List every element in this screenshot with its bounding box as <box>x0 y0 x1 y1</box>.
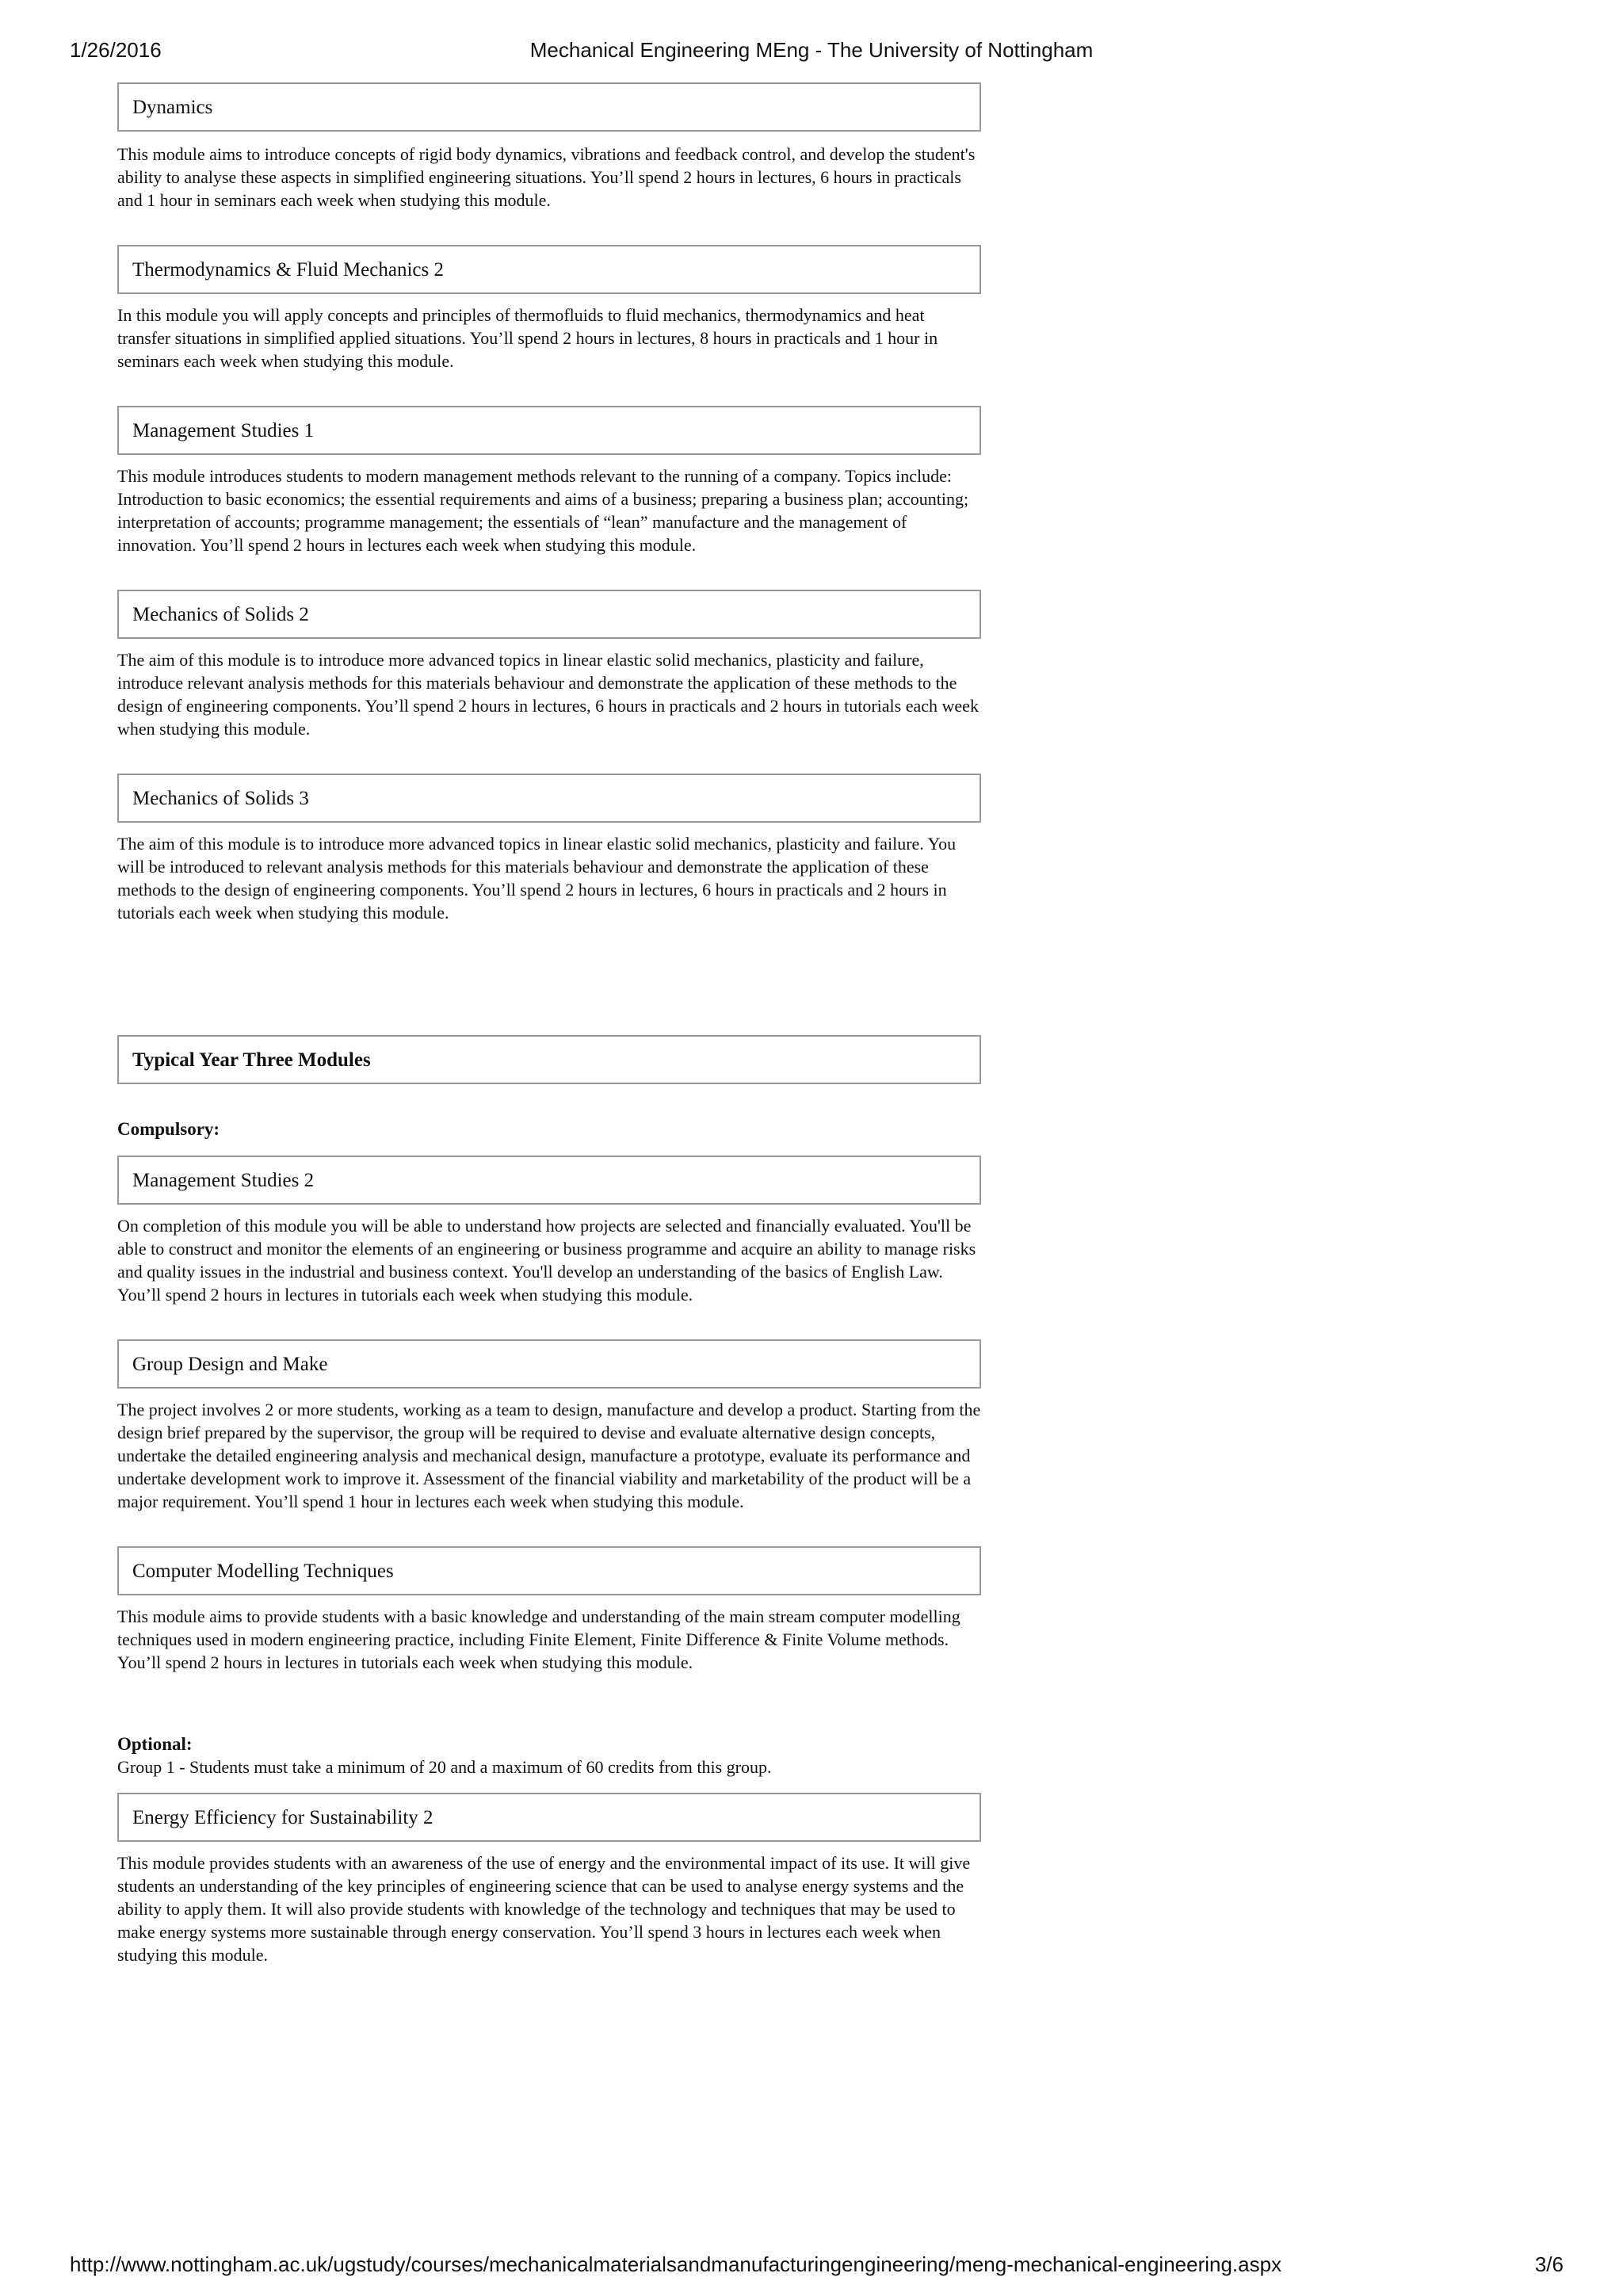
module-title[interactable]: Thermodynamics & Fluid Mechanics 2 <box>117 245 981 294</box>
module-title[interactable]: Mechanics of Solids 2 <box>117 590 981 639</box>
module-block <box>117 590 981 740</box>
module-block <box>117 245 981 372</box>
module-title[interactable]: Energy Efficiency for Sustainability 2 <box>117 1793 981 1842</box>
module-title[interactable]: Computer Modelling Techniques <box>117 1546 981 1595</box>
page-title: Mechanical Engineering MEng - The University of Nottingham <box>529 38 1094 62</box>
optional-label: Optional: <box>117 1734 193 1754</box>
compulsory-label: Compulsory: <box>117 1119 220 1139</box>
module-description: This module provides students with an awareness of the use of energy and the environmental impact of its use. It will give students an understanding of the key principles of engineering science that can be used to analyse energy systems and the ability to apply them. It will also provide students with knowledge of the technology and techniques that may be used to make energy systems more sustainable through energy conservation. You’ll spend 3 hours in lectures each week when studying this module. <box>117 1853 971 1965</box>
module-description: This module aims to provide students with a basic knowledge and understanding of the main stream computer modelling techniques used in modern engineering practice, including Finite Element, Finite Difference & Finite Volume methods. You’ll spend 2 hours in lectures in tutorials each week when studying this module. <box>117 1606 960 1672</box>
print-header <box>0 38 1623 70</box>
year-three-heading[interactable]: Typical Year Three Modules <box>117 1035 981 1084</box>
module-title[interactable]: Group Design and Make <box>117 1339 981 1389</box>
page-content <box>117 82 981 1966</box>
module-block <box>117 1156 981 1306</box>
module-description: This module introduces students to modern management methods relevant to the running of a company. Topics include: Introduction to basic economics; the essential requirements and aims of a business; preparing a business plan; accounting; interpretation of accounts; programme management; the essentials of “lean” manufacture and the management of innovation. You’ll spend 2 hours in lectures each week when studying this module. <box>117 466 969 555</box>
module-description: In this module you will apply concepts and principles of thermofluids to fluid mechanics, thermodynamics and heat transfer situations in simplified applied situations. You’ll spend 2 hours in lectures, 8 hours in practicals and 1 hour in seminars each week when studying this module. <box>117 305 938 371</box>
print-date: 1/26/2016 <box>70 38 162 62</box>
module-block <box>117 82 981 212</box>
module-title[interactable]: Management Studies 2 <box>117 1156 981 1205</box>
page-url[interactable]: http://www.nottingham.ac.uk/ugstudy/courses/mechanicalmaterialsandmanufacturingengineering/meng-mechanical-engineering.aspx <box>70 2252 1282 2276</box>
module-description: This module aims to introduce concepts of rigid body dynamics, vibrations and feedback control, and develop the student's ability to analyse these aspects in simplified engineering situations. You’ll spend 2 hours in lectures, 6 hours in practicals and 1 hour in seminars each week when studying this module. <box>117 144 976 210</box>
module-block <box>117 406 981 556</box>
module-block <box>117 1339 981 1513</box>
module-title[interactable]: Mechanics of Solids 3 <box>117 774 981 823</box>
module-title[interactable]: Dynamics <box>117 82 981 132</box>
module-title[interactable]: Management Studies 1 <box>117 406 981 455</box>
module-description: The project involves 2 or more students, working as a team to design, manufacture and develop a product. Starting from the design brief prepared by the supervisor, the group will be required to devise and evaluate alternative design concepts, undertake the detailed engineering analysis and mechanical design, manufacture a prototype, evaluate its performance and undertake development work to improve it. Assessment of the financial viability and marketability of the product will be a major requirement. You’ll spend 1 hour in lectures each week when studying this module. <box>117 1400 981 1511</box>
module-block <box>117 1546 981 1674</box>
module-description: The aim of this module is to introduce more advanced topics in linear elastic solid mechanics, plasticity and failure, introduce relevant analysis methods for this materials behaviour and demonstrate the application of these methods to the design of engineering components. You’ll spend 2 hours in lectures, 6 hours in practicals and 2 hours in tutorials each week when studying this module. <box>117 650 979 739</box>
module-block <box>117 1793 981 1966</box>
module-description: On completion of this module you will be able to understand how projects are selected and financially evaluated. You'll be able to construct and monitor the elements of an engineering or business programme and acquire an ability to manage risks and quality issues in the industrial and business context. You'll develop an understanding of the basics of English Law. You’ll spend 2 hours in lectures in tutorials each week when studying this module. <box>117 1216 976 1305</box>
year-three-section <box>117 1035 981 1966</box>
page-number: 3/6 <box>1534 2252 1564 2276</box>
module-description: The aim of this module is to introduce more advanced topics in linear elastic solid mechanics, plasticity and failure. You will be introduced to relevant analysis methods for this materials behaviour and demonstrate the application of these methods to the design of engineering components. You’ll spend 2 hours in lectures, 6 hours in practicals and 2 hours in tutorials each week when studying this module. <box>117 834 957 923</box>
group-note: Group 1 - Students must take a minimum of 20 and a maximum of 60 credits from this group. <box>117 1757 772 1777</box>
module-block <box>117 774 981 924</box>
print-footer <box>0 2252 1623 2284</box>
